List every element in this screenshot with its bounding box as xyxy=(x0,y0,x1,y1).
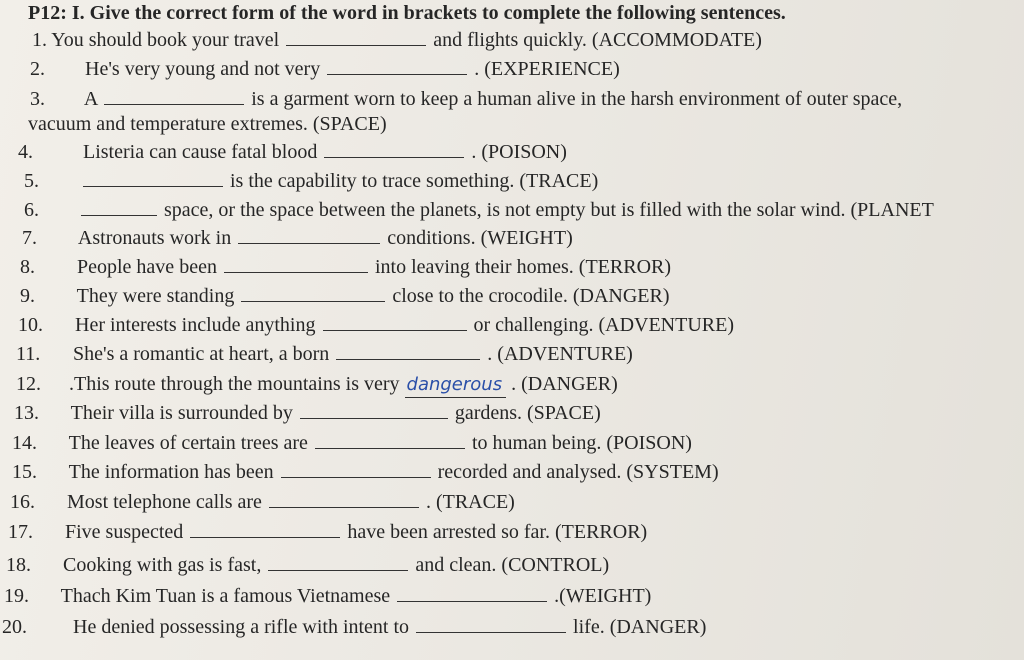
item-number: 17. xyxy=(8,521,33,543)
answer-blank[interactable] xyxy=(300,402,448,419)
sentence-20 xyxy=(2,615,706,639)
sentence-11 xyxy=(16,342,633,366)
item-number: 6. xyxy=(24,199,39,221)
sentence-text-after: conditions. (WEIGHT) xyxy=(387,227,573,249)
sentence-3-continued xyxy=(28,112,387,136)
item-number: 14. xyxy=(12,432,37,454)
answer-blank[interactable] xyxy=(416,616,566,633)
sentence-17 xyxy=(8,520,647,544)
sentence-text-after: . (TRACE) xyxy=(425,491,515,513)
item-number: 2. xyxy=(30,58,45,80)
sentence-text-after: recorded and analysed. (SYSTEM) xyxy=(437,461,719,483)
sentence-text-before: vacuum and temperature extremes. (SPACE) xyxy=(28,113,387,135)
answer-blank[interactable] xyxy=(81,199,157,216)
answer-blank[interactable] xyxy=(269,491,419,508)
sentence-8 xyxy=(20,255,671,279)
answer-blank[interactable] xyxy=(190,521,340,538)
item-number: 7. xyxy=(22,227,37,249)
sentence-text-before: She's a romantic at heart, a born xyxy=(73,343,330,365)
answer-blank[interactable] xyxy=(238,227,380,244)
sentence-text-before: Her interests include anything xyxy=(75,314,316,336)
sentence-text-after: gardens. (SPACE) xyxy=(454,402,601,424)
answer-blank[interactable] xyxy=(315,432,465,449)
answer-blank[interactable] xyxy=(286,29,426,46)
sentence-text-before: They were standing xyxy=(76,285,235,307)
sentence-text-before: A xyxy=(83,88,98,110)
answer-blank[interactable] xyxy=(324,141,464,158)
sentence-text-before: He denied possessing a rifle with intent to xyxy=(73,616,410,638)
sentence-text-before: Listeria can cause fatal blood xyxy=(83,141,318,163)
item-number: 12. xyxy=(16,373,41,395)
sentence-7 xyxy=(22,226,573,250)
sentence-4 xyxy=(18,140,567,164)
answer-blank[interactable] xyxy=(268,554,408,571)
sentence-text-before: Most telephone calls are xyxy=(67,491,262,513)
handwritten-answer[interactable]: dangerous xyxy=(405,373,507,398)
item-number: 19. xyxy=(4,585,29,607)
item-number: 11. xyxy=(16,343,41,365)
sentence-19 xyxy=(4,584,651,608)
sentence-18 xyxy=(6,553,609,577)
sentence-16 xyxy=(10,490,515,514)
item-number: 10. xyxy=(18,314,43,336)
sentence-text-before: Their villa is surrounded by xyxy=(70,402,293,424)
sentence-text-before: The leaves of certain trees are xyxy=(68,432,308,454)
item-number: 9. xyxy=(20,285,35,307)
answer-blank[interactable] xyxy=(241,285,385,302)
sentence-text-after: .(WEIGHT) xyxy=(554,585,652,607)
sentence-1 xyxy=(32,28,762,52)
sentence-text-after: . (ADVENTURE) xyxy=(487,343,633,365)
item-number: 1. xyxy=(32,29,47,51)
sentence-text-after: . (DANGER) xyxy=(511,373,618,395)
sentence-text-before: Five suspected xyxy=(65,521,184,543)
sentence-text-after: . (EXPERIENCE) xyxy=(474,58,620,80)
sentence-text-after: and clean. (CONTROL) xyxy=(415,554,610,576)
sentence-text-before: People have been xyxy=(77,256,217,278)
sentence-9 xyxy=(20,284,670,308)
sentence-text-after: is a garment worn to keep a human alive in the harsh environment of outer space, xyxy=(251,88,903,110)
sentence-text-before: Astronauts work in xyxy=(77,227,232,249)
item-number: 16. xyxy=(10,491,35,513)
sentence-10 xyxy=(18,313,734,337)
sentence-text-after: have been arrested so far. (TERROR) xyxy=(347,521,648,543)
sentence-15 xyxy=(12,460,719,484)
sentence-text-before: You should book your travel xyxy=(51,29,280,51)
answer-blank[interactable] xyxy=(323,314,467,331)
sentence-2 xyxy=(30,57,620,81)
answer-blank[interactable] xyxy=(104,88,244,105)
item-number: 13. xyxy=(14,402,39,424)
answer-blank[interactable] xyxy=(224,256,368,273)
sentence-text-before: Cooking with gas is fast, xyxy=(63,554,262,576)
item-number: 15. xyxy=(12,461,37,483)
sentence-text-after: space, or the space between the planets, is not empty but is filled with the solar wind. (PLANET xyxy=(164,199,934,221)
sentence-6 xyxy=(24,198,934,222)
item-number: 8. xyxy=(20,256,35,278)
item-number: 4. xyxy=(18,141,33,163)
sentence-text-after: into leaving their homes. (TERROR) xyxy=(374,256,672,278)
sentence-14 xyxy=(12,431,692,455)
item-number: 18. xyxy=(6,554,31,576)
sentence-text-before: The information has been xyxy=(68,461,274,483)
answer-blank[interactable] xyxy=(281,461,431,478)
answer-blank[interactable] xyxy=(327,58,467,75)
sentence-text-after: and flights quickly. (ACCOMMODATE) xyxy=(433,29,762,51)
item-number: 5. xyxy=(24,170,39,192)
sentence-5 xyxy=(24,169,598,193)
sentence-3 xyxy=(30,87,902,111)
sentence-text-before: He's very young and not very xyxy=(85,58,321,80)
sentence-text-before: .This route through the mountains is very xyxy=(69,373,400,395)
item-number: 3. xyxy=(30,88,45,110)
sentence-text-after: close to the crocodile. (DANGER) xyxy=(392,285,670,307)
sentence-12 xyxy=(16,372,618,398)
sentence-text-after: life. (DANGER) xyxy=(573,616,707,638)
answer-blank[interactable] xyxy=(397,585,547,602)
answer-blank[interactable] xyxy=(336,343,480,360)
answer-blank[interactable] xyxy=(83,170,223,187)
sentence-13 xyxy=(14,401,601,425)
exercise-title: P12: I. Give the correct form of the word in brackets to complete the following sentences. xyxy=(28,2,786,24)
item-number: 20. xyxy=(2,616,27,638)
sentence-text-after: . (POISON) xyxy=(471,141,567,163)
sentence-text-after: is the capability to trace something. (TRACE) xyxy=(230,170,599,192)
sentence-text-after: or challenging. (ADVENTURE) xyxy=(473,314,734,336)
sentence-text-after: to human being. (POISON) xyxy=(471,432,692,454)
sentence-text-before: Thach Kim Tuan is a famous Vietnamese xyxy=(60,585,391,607)
